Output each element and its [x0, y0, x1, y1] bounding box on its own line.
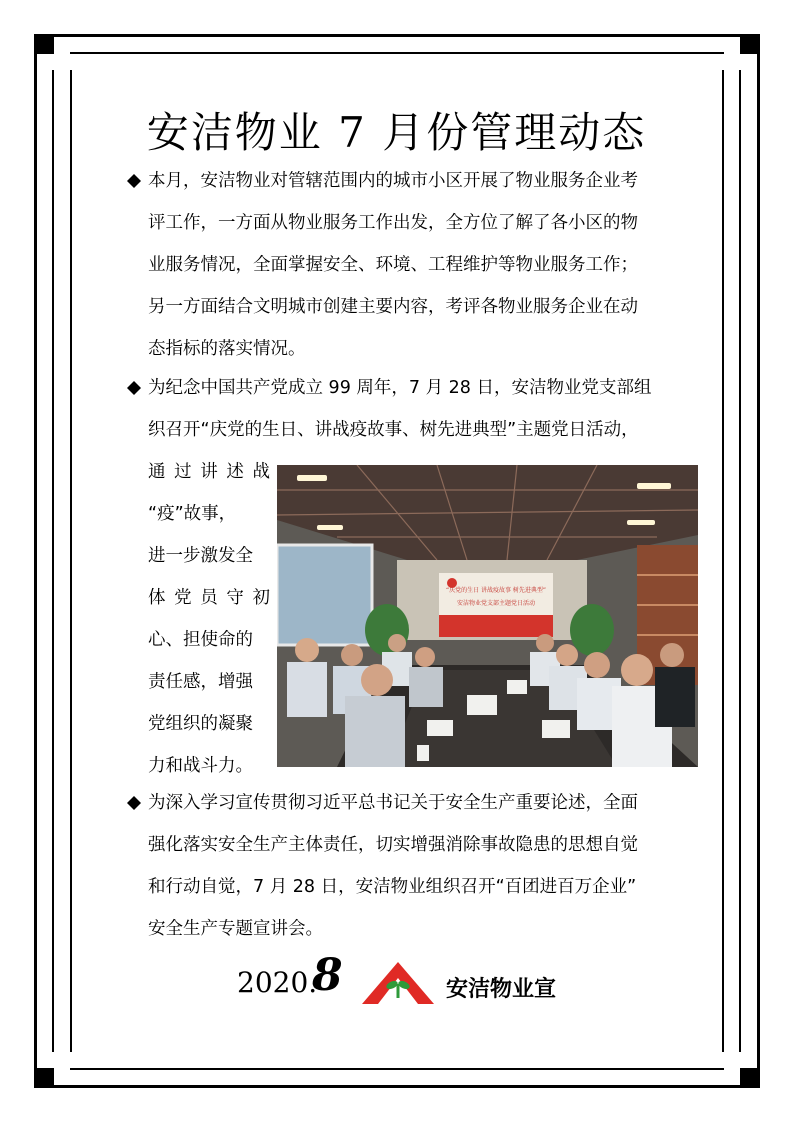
- diamond-bullet-icon: [126, 795, 142, 811]
- text-line: 评工作，一方面从物业服务工作出发，全方位了解了各小区的物: [148, 213, 638, 233]
- paragraph-2: [148, 367, 683, 451]
- paragraph-3: [148, 782, 683, 950]
- text-line: 安全生产专题宣讲会。: [148, 919, 323, 939]
- frame-outer-left: [34, 52, 37, 1070]
- frame-corner-top-right: [740, 34, 760, 54]
- text-line: 和行动自觉，7 月 28 日，安洁物业组织召开“百团进百万企业”: [148, 877, 637, 897]
- text-line: 织召开“庆党的生日、讲战疫故事、树先进典型”主题党日活动，: [148, 420, 639, 440]
- text-line: 强化落实安全生产主体责任，切实增强消除事故隐患的思想自觉: [148, 835, 638, 855]
- page-title: 安洁物业 7 月份管理动态: [146, 108, 647, 157]
- screen-caption-2: 安洁物业党支部主题党日活动: [456, 600, 536, 607]
- text-line: 党组织的凝聚: [148, 714, 253, 734]
- frame-outer-top: [52, 34, 742, 37]
- text-line: 态指标的落实情况。: [148, 339, 306, 359]
- company-logo-icon: [362, 960, 434, 1008]
- meeting-photo-illustration: [277, 465, 698, 767]
- paragraph-2-wrap: [148, 451, 270, 787]
- frame-inner-bottom: [70, 1068, 724, 1070]
- diamond-bullet-icon: [126, 173, 142, 189]
- frame-side-right-bar: [722, 70, 724, 1052]
- text-line: 另一方面结合文明城市创建主要内容，考评各物业服务企业在动: [148, 297, 638, 317]
- text-line: 力和战斗力。: [148, 756, 253, 776]
- footer-organization: 安洁物业宣: [446, 977, 557, 1002]
- paragraph-1: [148, 160, 683, 370]
- text-line: 本月，安洁物业对管辖范围内的城市小区开展了物业服务企业考: [148, 171, 638, 191]
- text-line: 心、担使命的: [148, 630, 253, 650]
- text-line: 通过讲述战: [148, 462, 270, 482]
- text-line: 业服务情况，全面掌握安全、环境、工程维护等物业服务工作；: [148, 255, 638, 275]
- frame-corner-bottom-right: [740, 1068, 760, 1088]
- frame-corner-top-left: [34, 34, 54, 54]
- diamond-bullet-icon: [126, 380, 142, 396]
- frame-outer-right: [757, 52, 760, 1070]
- screen-caption-1: “庆党的生日 讲战疫故事 树先进典型”: [445, 587, 547, 594]
- text-line: 为深入学习宣传贯彻习近平总书记关于安全生产重要论述，全面: [148, 793, 638, 813]
- frame-side-left-bar: [70, 70, 72, 1052]
- footer-date: 2020.: [237, 966, 318, 999]
- text-line: 为纪念中国共产党成立 99 周年，7 月 28 日，安洁物业党支部组: [148, 378, 652, 398]
- frame-inner-right: [739, 70, 741, 1052]
- frame-corner-bottom-left: [34, 1068, 54, 1088]
- frame-outer-bottom: [52, 1085, 742, 1088]
- meeting-photo: [277, 465, 698, 767]
- text-line: 进一步激发全: [148, 546, 253, 566]
- text-line: “疫”故事，: [148, 504, 237, 524]
- text-line: 责任感，增强: [148, 672, 253, 692]
- frame-inner-top: [70, 52, 724, 54]
- text-line: 体党员守初: [148, 588, 270, 608]
- frame-inner-left: [52, 70, 54, 1052]
- footer-month: 8: [312, 950, 343, 1001]
